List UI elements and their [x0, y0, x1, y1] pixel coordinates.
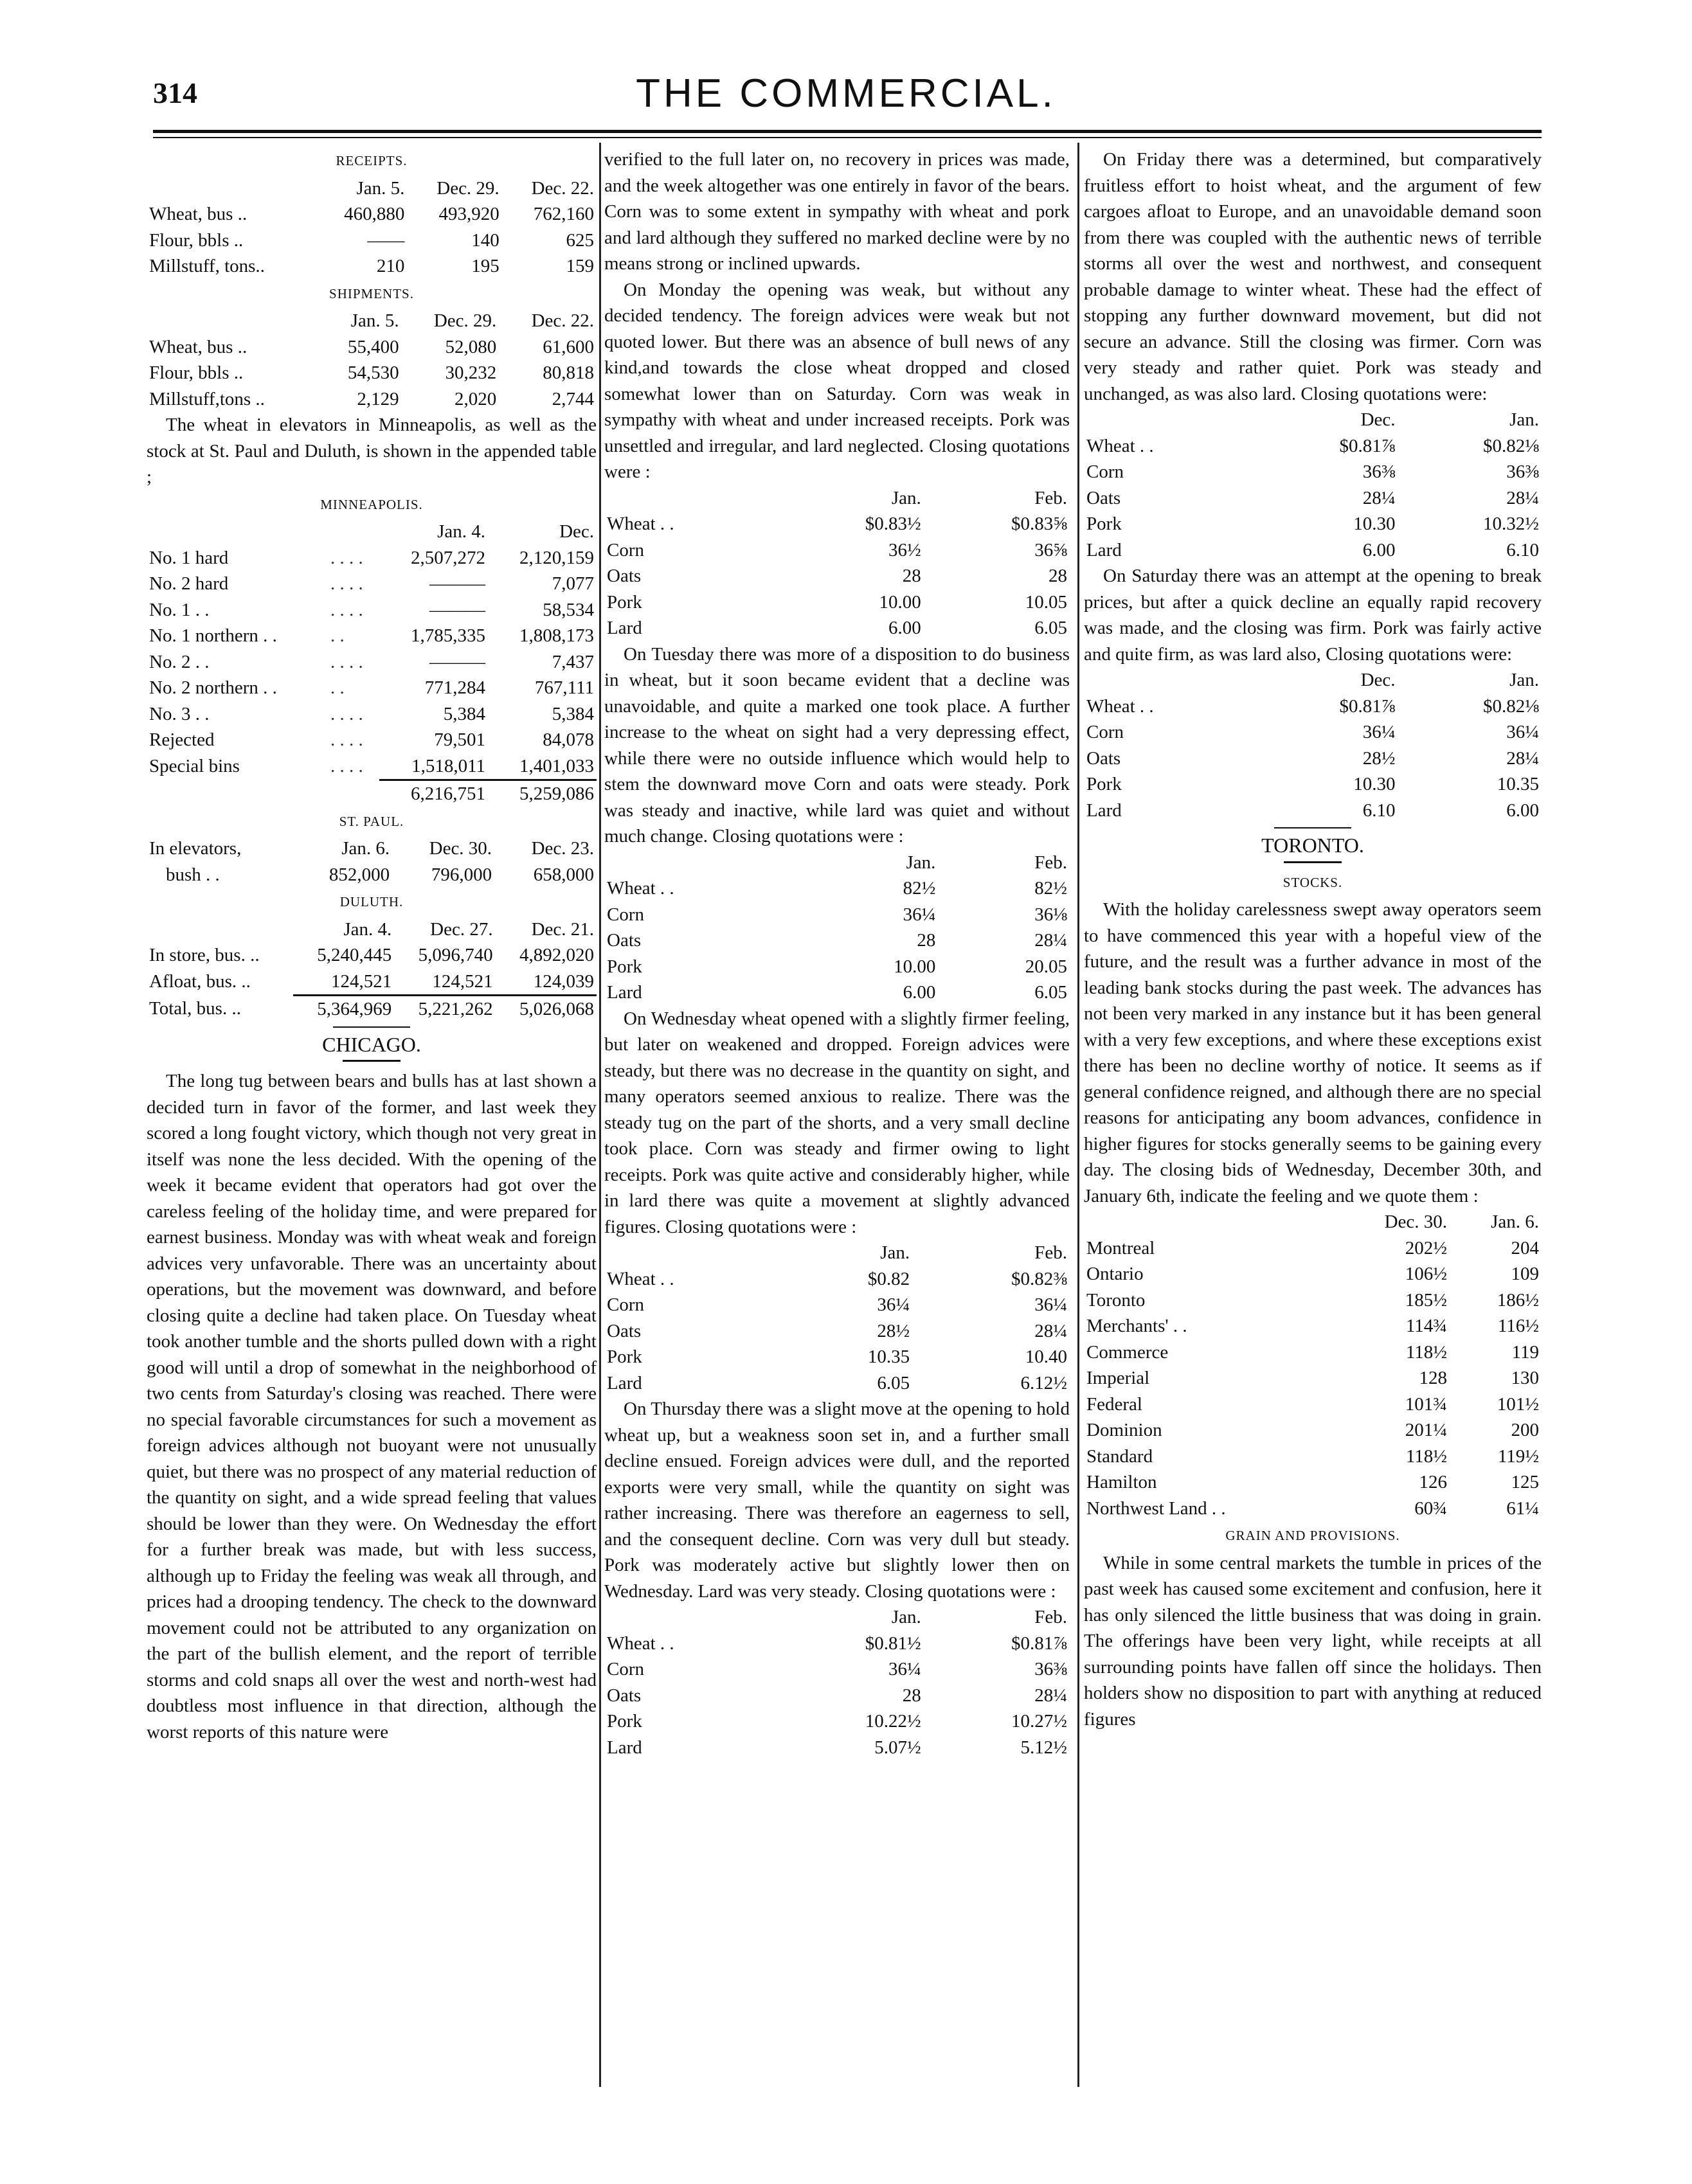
table-row: Oats 28¼ 28¼ — [1086, 487, 1539, 508]
quotes-table-monday — [604, 485, 1070, 641]
table-row: Wheat . . $0.82 $0.82⅜ — [607, 1268, 1067, 1289]
column-1 — [147, 147, 597, 1745]
table-row: Lard 6.00 6.05 — [607, 618, 1067, 638]
paragraph: With the holiday carelessness swept away operators seem to have commenced this year with a hopeful view of the future, and the result was a further advance in most of the leading bank stocks during the past week. The advances has not been very marked in any instance but it has been general with a very few exceptions, and where these exceptions exist there has been no decline worthy of notice. It seems as if general confidence reigned, and although there are no special reasons for anticipating any boom advances, confidence in higher figures for stocks generally seems to be gaining every day. The closing bids of Wednesday, December 30th, and January 6th, indicate the feeling and we quote them : — [1084, 899, 1542, 1206]
table-row: Pork 10.00 10.05 — [607, 591, 1067, 613]
stocks-subheading: STOCKS. — [1282, 874, 1343, 890]
paragraph: On Wednesday wheat opened with a slightly firmer feeling, but later on weakened and dropped. Foreign advices were steady, but there was no decrease in the quantity on sight, and many operators seemed anxious to realize. There was the steady tug on the part of the shorts, and a very small decline took place. Corn was steady and firmer owing to light receipts. Pork was quite active and considerably higher, while in lard there was quite a movement at slightly advanced figures. Closing quotations were : — [604, 1008, 1070, 1237]
table-row: Millstuff, tons.. 210 195 159 — [149, 256, 594, 276]
table-row: Pork 10.00 20.05 — [607, 956, 1067, 977]
minneapolis-heading: MINNEAPOLIS. — [320, 496, 423, 512]
table-row: Flour, bbls .. 54,530 30,232 80,818 — [149, 363, 594, 383]
table-row: No. 1 northern . . . . 1,785,335 1,808,173 — [149, 625, 594, 646]
quotes-table-saturday — [1084, 667, 1542, 823]
col-header: Dec. — [559, 521, 594, 542]
col-header: Dec. 29. — [433, 310, 497, 331]
table-row: Corn 36¼ 36⅜ — [607, 1659, 1067, 1679]
table-row: Federal 101¾ 101½ — [1086, 1393, 1539, 1415]
col-header: Dec. 27. — [430, 918, 493, 940]
table-row: Wheat, bus .. 460,880 493,920 762,160 — [149, 204, 594, 224]
stocks-table — [1084, 1209, 1542, 1521]
table-row: Lard 6.00 6.10 — [1086, 539, 1539, 560]
table-row: Wheat, bus .. 55,400 52,080 61,600 — [149, 336, 594, 357]
table-row: Hamilton 126 125 — [1086, 1472, 1539, 1492]
chicago-paragraph: The long tug between bears and bulls has at last shown a decided turn in favor of the former, and last week they scored a long fought victory, which though not very great in itself was none the less decided. With the opening of the week it became evident that operators had got over the careless feeling of the holiday time, and were prepared for earnest business. Monday was with wheat weak and foreign advices very unfavorable. There was an uncertainty about operations, but the movement was downward, and before closing quite a decline had taken place. On Tuesday wheat took another tumble and the shorts pulled down with a right good will until a drop of somewhat in the neighborhood of two cents from Saturday's closing was reached. There were no special favorable circumstances for such a movement as foreign advices although not buoyant were not unusually quiet, but there was no prospect of any material reduction of the quantity on sight, and a wide spread feeling that values should be lower than they were. On Wednesday the effort for a further break was made, but with less success, although up to Friday the feeling was weak all through, and prices had a drooping tendency. The check to the downward movement could not be attributed to any organization on the part of the bullish element, and the report of terrible storms and cold snaps all over the west and north-west had doubtless most influence in that direction, although the worst reports of this nature were — [147, 1071, 597, 1742]
duluth-heading: DULUTH. — [339, 894, 404, 909]
paragraph: While in some central markets the tumble in prices of the past week has caused some excitement and confusion, here it has only silenced the little business that was doing in grain. The offerings have been very light, while receipts at all surrounding points have fallen off since the holidays. Then holders show no disposition to part with anything at reduced figures — [1084, 1552, 1542, 1730]
table-row: Oats 28½ 28¼ — [1086, 747, 1539, 769]
table-row: Standard 118½ 119½ — [1086, 1446, 1539, 1467]
table-row: Corn 36½ 36⅝ — [607, 539, 1067, 560]
paragraph: The wheat in elevators in Minneapolis, as well as the stock at St. Paul and Duluth, is shown in the appended table ; — [147, 415, 597, 487]
col-header: Jan. — [880, 1242, 910, 1263]
table-row: Lard 6.10 6.00 — [1086, 800, 1539, 821]
table-row: Oats 28½ 28¼ — [607, 1320, 1067, 1341]
quotes-table-friday — [1084, 407, 1542, 563]
paragraph: On Monday the opening was weak, but without any decided tendency. The foreign advices were weak but not quoted lower. But there was an absence of bull news of any kind,and towards the close wheat dropped and closed somewhat lower than on Saturday. Corn was weak in sympathy with wheat and under increased receipts. Pork was unsettled and irregular, and lard neglected. Closing quotations were : — [604, 279, 1070, 482]
col-header: Jan. 4. — [437, 521, 485, 542]
table-row: No. 1 hard . . . . 2,507,272 2,120,159 — [149, 547, 594, 568]
table-row: Flour, bbls .. —— 140 625 — [149, 229, 594, 251]
col-header: Dec. 29. — [437, 177, 500, 199]
table-row: No. 2 . . . . . . ——— 7,437 — [149, 651, 594, 672]
table-row: Lard 5.07½ 5.12½ — [607, 1737, 1067, 1758]
section-rule — [1274, 827, 1351, 828]
masthead-title: THE COMMERCIAL. — [636, 71, 1056, 116]
col-header: Jan. 4. — [343, 918, 392, 940]
table-row: Pork 10.35 10.40 — [607, 1347, 1067, 1367]
col-header: Jan. — [906, 852, 936, 873]
table-row: Wheat . . $0.81⅞ $0.82⅛ — [1086, 435, 1539, 456]
paragraph: On Friday there was a determined, but comparatively fruitless effort to hoist wheat, and the argument of few cargoes afloat to Europe, and an unavoidable demand soon from there was coupled with the authentic news of terrible storms all over the west and northwest, and consequent probable damage to winter wheat. These had the effect of stopping any further downward movement, but did not secure an advance. Still the closing was firmer. Corn was very steady and rather quiet. Pork was steady and unchanged, as was also lard. Closing quotations were: — [1084, 149, 1542, 404]
table-row: Commerce 118½ 119 — [1086, 1341, 1539, 1363]
grain-subheading: GRAIN AND PROVISIONS. — [1225, 1528, 1400, 1543]
table-row: Lard 6.05 6.12½ — [607, 1372, 1067, 1393]
total-row: 6,216,751 5,259,086 — [147, 780, 597, 807]
col-header: Jan. 6. — [1491, 1212, 1539, 1232]
col-header: Dec. — [1360, 409, 1396, 430]
col-header: Jan. — [891, 487, 921, 508]
quotes-table-tuesday — [604, 850, 1070, 1006]
stpaul-heading: ST. PAUL. — [339, 813, 404, 829]
paragraph: verified to the full later on, no recovery in prices was made, and the week altogether was one entirely in favor of the bears. Corn was to some extent in sympathy with wheat and pork and lard although they suffered no marked decline were by no means strong or inclined upwards. — [604, 149, 1070, 274]
table-row: Corn 36¼ 36¼ — [1086, 722, 1539, 742]
table-row: Rejected . . . . 79,501 84,078 — [149, 729, 594, 750]
col-header: Feb. — [1034, 1242, 1067, 1263]
table-row: Oats 28 28¼ — [607, 1685, 1067, 1706]
col-header: Feb. — [1034, 852, 1067, 873]
col-header: Jan. 5. — [350, 310, 399, 331]
duluth-table — [147, 917, 597, 1023]
table-row: No. 2 hard . . . . ——— 7,077 — [149, 573, 594, 594]
table-row: Corn 36¼ 36¼ — [607, 1294, 1067, 1315]
col-header: Dec. 23. — [531, 838, 594, 859]
table-row: Wheat . . 82½ 82½ — [607, 878, 1067, 899]
table-row: bush . . 852,000 796,000 658,000 — [166, 864, 594, 885]
quotes-table-wednesday — [604, 1240, 1070, 1396]
table-row: No. 1 . . . . . . ——— 58,534 — [149, 599, 594, 620]
col-header: Jan. — [1509, 670, 1539, 690]
masthead-rule-thick — [153, 130, 1542, 133]
minneapolis-table — [147, 519, 597, 807]
heading-rule — [1284, 861, 1342, 863]
col-header: Dec. 30. — [429, 838, 492, 859]
heading-rule — [343, 1060, 401, 1062]
section-rule — [333, 1026, 410, 1028]
paragraph: On Thursday there was a slight move at the opening to hold wheat up, but a weakness soon set in, and a further small decline ensued. Foreign advices were dull, and the reported exports were very small, while the quantity on sight was rather increasing. There was therefore an eagerness to sell, and the consequent decline. Corn was very dull but steady. Pork was moderately active but slightly lower then on Wednesday. Lard was very steady. Closing quotations were : — [604, 1399, 1070, 1602]
col-header: Dec. 22. — [531, 177, 594, 199]
chicago-heading: CHICAGO. — [322, 1032, 421, 1056]
table-row: Pork 10.22½ 10.27½ — [607, 1711, 1067, 1732]
quotes-table-thursday — [604, 1604, 1070, 1760]
table-row: Oats 28 28¼ — [607, 930, 1067, 951]
total-row: Total, bus. .. 5,364,969 5,221,262 5,026,068 — [147, 996, 597, 1023]
table-row: No. 2 northern . . . . 771,284 767,111 — [149, 677, 594, 698]
masthead-rule-thin — [153, 137, 1542, 138]
table-row: No. 3 . . . . . . 5,384 5,384 — [149, 703, 594, 724]
table-row: Merchants' . . 114¾ 116½ — [1086, 1316, 1539, 1336]
col-header: Jan. 6. — [341, 838, 390, 859]
receipts-heading: RECEIPTS. — [336, 153, 408, 168]
column-divider-2 — [1077, 143, 1079, 2087]
receipts-table — [147, 175, 597, 280]
col-header: Dec. — [1360, 670, 1396, 690]
col-header: Dec. 21. — [531, 918, 594, 940]
table-row: Pork 10.30 10.35 — [1086, 774, 1539, 794]
col-header: Feb. — [1034, 487, 1067, 508]
column-3 — [1084, 147, 1542, 1732]
col-header: Jan. — [1509, 409, 1539, 430]
paragraph: On Tuesday there was more of a disposition to do business in wheat, but it soon became evident that a decline was unavoidable, and quite a marked one took place. A further increase to the wheat on sight had a very depressing effect, while there were no outside influence which would help to stem the downward move Corn and oats were steady. Pork was steady and inactive, while lard was quiet and without much change. Closing quotations were : — [604, 643, 1070, 846]
table-row: Corn 36⅜ 36⅜ — [1086, 461, 1539, 482]
page-number: 314 — [153, 76, 197, 109]
table-row: Northwest Land . . 60¾ 61¼ — [1086, 1498, 1539, 1519]
col-header: Feb. — [1034, 1607, 1067, 1627]
table-row: Oats 28 28 — [607, 566, 1067, 586]
table-row: Lard 6.00 6.05 — [607, 982, 1067, 1003]
table-row: Corn 36¼ 36⅛ — [607, 904, 1067, 925]
table-row: Dominion 201¼ 200 — [1086, 1420, 1539, 1440]
toronto-heading: TORONTO. — [1261, 834, 1364, 857]
table-row: Pork 10.30 10.32½ — [1086, 514, 1539, 534]
table-row: Wheat . . $0.83½ $0.83⅝ — [607, 514, 1067, 534]
table-row: Montreal 202½ 204 — [1086, 1237, 1539, 1258]
table-row: Toronto 185½ 186½ — [1086, 1289, 1539, 1311]
table-row: In store, bus. .. 5,240,445 5,096,740 4,892,020 — [149, 945, 594, 965]
col-header: Dec. 22. — [531, 310, 594, 331]
table-row: Ontario 106½ 109 — [1086, 1264, 1539, 1284]
table-row: Special bins . . . . 1,518,011 1,401,033 — [149, 755, 594, 777]
shipments-heading: SHIPMENTS. — [329, 285, 414, 301]
col-header: Jan. 5. — [356, 177, 405, 199]
table-row: Imperial 128 130 — [1086, 1368, 1539, 1388]
column-divider-1 — [599, 143, 601, 2087]
col-header: Jan. — [891, 1607, 921, 1627]
stpaul-table: In elevators, Jan. 6. Dec. 30. Dec. 23. bush . . 852,000 796,000 658,000 — [147, 836, 597, 888]
column-2 — [604, 147, 1070, 1760]
table-row: Afloat, bus. .. 124,521 124,521 124,039 — [149, 971, 594, 992]
table-row: Wheat . . $0.81½ $0.81⅞ — [607, 1633, 1067, 1654]
col-header: Dec. 30. — [1384, 1212, 1448, 1232]
table-row: Millstuff,tons .. 2,129 2,020 2,744 — [149, 388, 594, 409]
table-row: Wheat . . $0.81⅞ $0.82⅛ — [1086, 695, 1539, 717]
shipments-table — [147, 308, 597, 412]
paragraph: On Saturday there was an attempt at the opening to break prices, but after a quick decline an equally rapid recovery was made, and the closing was firm. Pork was fairly active and quite firm, as was lard also, Closing quotations were: — [1084, 566, 1542, 665]
